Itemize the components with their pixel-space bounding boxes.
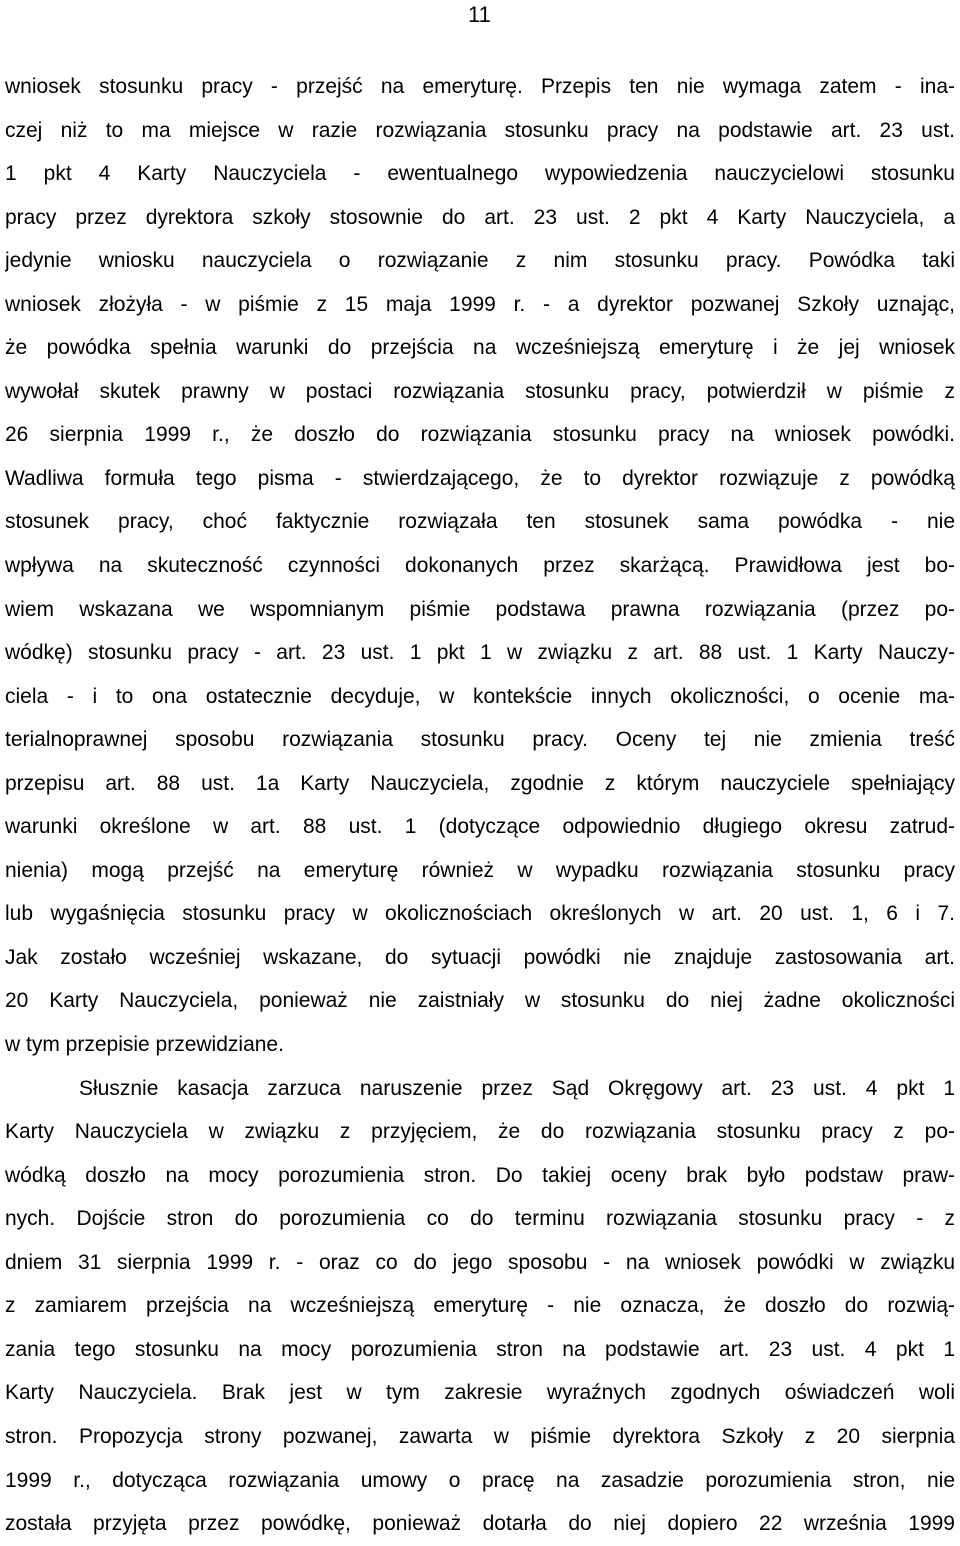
text-line: warunki określone w art. 88 ust. 1 (dotyczące odpowiednio długiego okresu zatrud- bbox=[5, 815, 955, 839]
text-line: wywołał skutek prawny w postaci rozwiązania stosunku pracy, potwierdził w piśmie z bbox=[5, 379, 955, 403]
body-text bbox=[5, 65, 955, 1546]
text-line: została przyjęta przez powódkę, ponieważ dotarła do niej dopiero 22 września 1999 bbox=[5, 1512, 955, 1536]
text-line: że powódka spełnia warunki do przejścia na wcześniejszą emeryturę i że jej wniosek bbox=[5, 336, 955, 360]
text-line: z zamiarem przejścia na wcześniejszą emeryturę - nie oznacza, że doszło do rozwią- bbox=[5, 1294, 955, 1318]
text-line: wódką doszło na mocy porozumienia stron. Do takiej oceny brak było podstaw praw- bbox=[5, 1163, 955, 1187]
text-line: jedynie wniosku nauczyciela o rozwiązanie z nim stosunku pracy. Powódka taki bbox=[5, 249, 955, 273]
text-line: 26 sierpnia 1999 r., że doszło do rozwiązania stosunku pracy na wniosek powódki. bbox=[5, 423, 955, 447]
text-line: dniem 31 sierpnia 1999 r. - oraz co do jego sposobu - na wniosek powódki w związku bbox=[5, 1250, 955, 1274]
text-line: wpływa na skuteczność czynności dokonanych przez skarżącą. Prawidłowa jest bo- bbox=[5, 554, 955, 578]
paragraph-last-line: w tym przepisie przewidziane. bbox=[5, 1033, 284, 1057]
text-line: pracy przez dyrektora szkoły stosownie do art. 23 ust. 2 pkt 4 Karty Nauczyciela, a bbox=[5, 205, 955, 229]
text-line: wiem wskazana we wspomnianym piśmie podstawa prawna rozwiązania (przez po- bbox=[5, 597, 955, 621]
paragraph-first-line: Słusznie kasacja zarzuca naruszenie przez Sąd Okręgowy art. 23 ust. 4 pkt 1 bbox=[79, 1076, 955, 1100]
text-line: Wadliwa formuła tego pisma - stwierdzającego, że to dyrektor rozwiązuje z powódką bbox=[5, 466, 955, 490]
text-line: wniosek stosunku pracy - przejść na emeryturę. Przepis ten nie wymaga zatem - ina- bbox=[5, 75, 955, 98]
text-line: 1999 r., dotycząca rozwiązania umowy o pracę na zasadzie porozumienia stron, nie bbox=[5, 1468, 955, 1492]
text-line: przepisu art. 88 ust. 1a Karty Nauczyciela, zgodnie z którym nauczyciele spełniający bbox=[5, 771, 955, 795]
text-line: 1 pkt 4 Karty Nauczyciela - ewentualnego wypowiedzenia nauczycielowi stosunku bbox=[5, 162, 955, 186]
text-line: zania tego stosunku na mocy porozumienia stron na podstawie art. 23 ust. 4 pkt 1 bbox=[5, 1337, 955, 1361]
text-line: ciela - i to ona ostatecznie decyduje, w kontekście innych okoliczności, o ocenie ma- bbox=[5, 684, 955, 708]
text-line: lub wygaśnięcia stosunku pracy w okolicznościach określonych w art. 20 ust. 1, 6 i 7. bbox=[5, 902, 955, 926]
text-line: stosunek pracy, choć faktycznie rozwiązała ten stosunek sama powódka - nie bbox=[5, 510, 955, 534]
text-line: Karty Nauczyciela. Brak jest w tym zakresie wyraźnych zgodnych oświadczeń woli bbox=[5, 1381, 955, 1405]
text-line: nych. Dojście stron do porozumienia co do terminu rozwiązania stosunku pracy - z bbox=[5, 1207, 955, 1231]
text-line: stron. Propozycja strony pozwanej, zawarta w piśmie dyrektora Szkoły z 20 sierpnia bbox=[5, 1424, 955, 1448]
text-line: Karty Nauczyciela w związku z przyjęciem, że do rozwiązania stosunku pracy z po- bbox=[5, 1120, 955, 1144]
text-line: nienia) mogą przejść na emeryturę również w wypadku rozwiązania stosunku pracy bbox=[5, 858, 955, 882]
page-number: 11 bbox=[468, 2, 491, 27]
text-line: 20 Karty Nauczyciela, ponieważ nie zaistniały w stosunku do niej żadne okoliczności bbox=[5, 989, 955, 1013]
text-line: czej niż to ma miejsce w razie rozwiązania stosunku pracy na podstawie art. 23 ust. bbox=[5, 118, 955, 142]
text-line: terialnoprawnej sposobu rozwiązania stosunku pracy. Oceny tej nie zmienia treść bbox=[5, 728, 955, 752]
text-line: wniosek złożyła - w piśmie z 15 maja 1999 r. - a dyrektor pozwanej Szkoły uznając, bbox=[5, 292, 955, 316]
text-line: wódkę) stosunku pracy - art. 23 ust. 1 pkt 1 w związku z art. 88 ust. 1 Karty Nauczy- bbox=[5, 641, 955, 665]
text-line: Jak zostało wcześniej wskazane, do sytuacji powódki nie znajduje zastosowania art. bbox=[5, 945, 955, 969]
